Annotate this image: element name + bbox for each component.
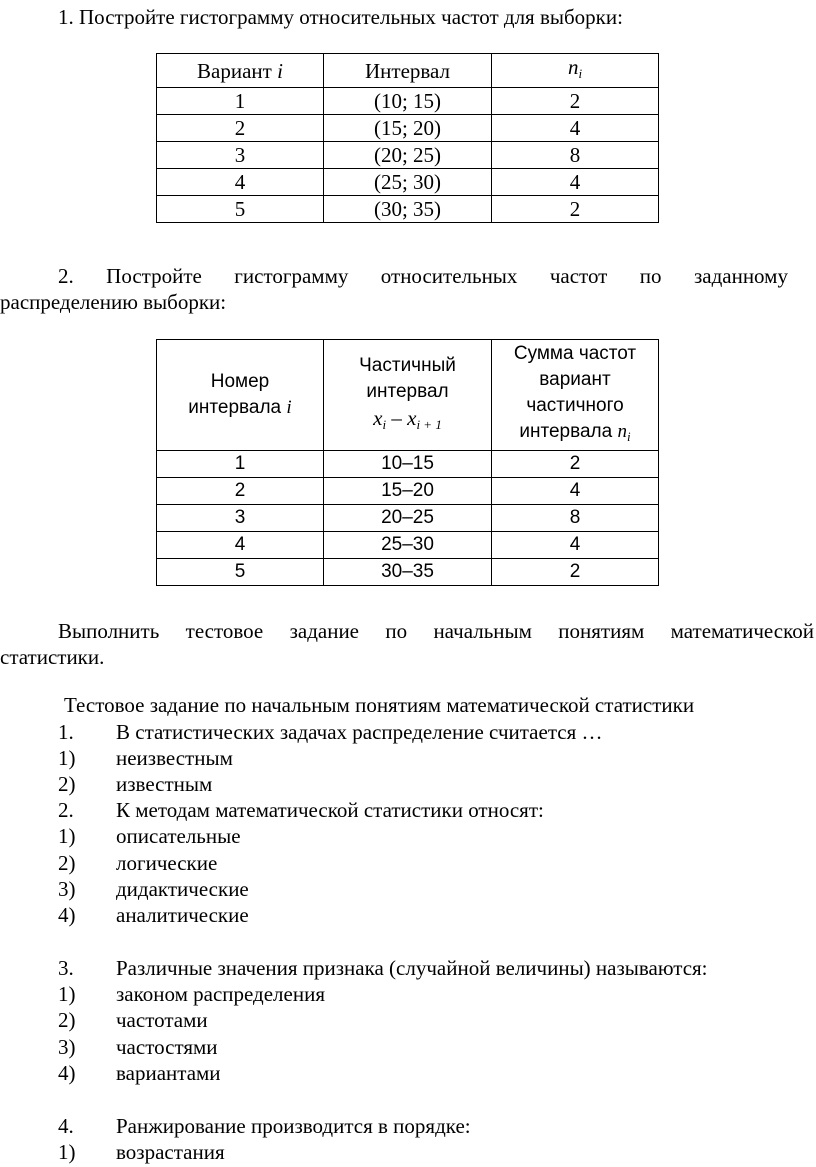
list-item-text: Различные значения признака (случайной величины) называются: — [116, 956, 708, 980]
list-item-text: логические — [116, 851, 218, 875]
list-item-text: частостями — [116, 1035, 218, 1059]
list-item-text: неизвестным — [116, 746, 233, 770]
list-item-text: аналитические — [116, 903, 249, 927]
list-item-number: 2) — [58, 772, 76, 796]
header-sum-frequencies: Сумма частот вариант частичного интервала $n_i$ — [492, 340, 659, 451]
list-item-number: 2) — [58, 851, 76, 875]
task2-heading-line2: распределению выборки: — [0, 290, 227, 314]
header-interval: Интервал — [324, 54, 492, 88]
header-interval-number: Номер интервала i — [157, 340, 324, 451]
list-item-number: 4) — [58, 903, 76, 927]
list-item-text: описательные — [116, 824, 241, 848]
header-partial-interval: Частичный интервал $x_i - x_{i + 1}$ — [324, 340, 492, 451]
list-item-number: 1) — [58, 982, 76, 1006]
test-title: Тестовое задание по начальным понятиям математической статистики — [64, 693, 695, 717]
task3-heading-line2: статистики. — [0, 645, 105, 669]
table-row: 3 20–25 8 — [157, 505, 659, 532]
header-ni: $n_i$ — [492, 54, 659, 88]
list-item-number: 1) — [58, 824, 76, 848]
list-item-text: частотами — [116, 1008, 208, 1032]
list-item-number: 3) — [58, 877, 76, 901]
table-row: 2 (15; 20) 4 — [157, 115, 659, 142]
table-header-row — [157, 54, 659, 88]
list-item-number: 1) — [58, 1140, 76, 1164]
task1-table — [156, 53, 659, 223]
list-item-number: 2) — [58, 1008, 76, 1032]
task2-heading-line1: 2. Постройте гистограмму относительных частот по заданному — [58, 264, 788, 288]
list-item-text: возрастания — [116, 1140, 225, 1164]
task3-heading-line1: Выполнить тестовое задание по начальным понятиям математической — [58, 619, 814, 643]
list-item-number: 3) — [58, 1035, 76, 1059]
table-row: 4 25–30 4 — [157, 532, 659, 559]
task1-heading: 1. Постройте гистограмму относительных частот для выборки: — [58, 5, 623, 29]
list-item-number: 3. — [58, 956, 74, 980]
list-item-text: известным — [116, 772, 213, 796]
list-item-text: дидактические — [116, 877, 249, 901]
list-item-text: В статистических задачах распределение считается … — [116, 720, 603, 744]
table-row: 1 (10; 15) 2 — [157, 88, 659, 115]
list-item-number: 1. — [58, 720, 74, 744]
table-row: 5 (30; 35) 2 — [157, 196, 659, 223]
task2-table — [156, 339, 659, 586]
list-item-number: 4) — [58, 1061, 76, 1085]
list-item-text: Ранжирование производится в порядке: — [116, 1114, 471, 1138]
list-item-text: К методам математической статистики относят: — [116, 798, 544, 822]
table-row: 4 (25; 30) 4 — [157, 169, 659, 196]
list-item-number: 2. — [58, 798, 74, 822]
table-header-row — [157, 340, 659, 451]
table-row: 3 (20; 25) 8 — [157, 142, 659, 169]
header-variant: Вариант i — [157, 54, 324, 88]
table-row: 1 10–15 2 — [157, 451, 659, 478]
list-item-text: вариантами — [116, 1061, 221, 1085]
list-item-number: 4. — [58, 1114, 74, 1138]
table-row: 2 15–20 4 — [157, 478, 659, 505]
list-item-number: 1) — [58, 746, 76, 770]
list-item-text: законом распределения — [116, 982, 325, 1006]
table-row: 5 30–35 2 — [157, 559, 659, 586]
